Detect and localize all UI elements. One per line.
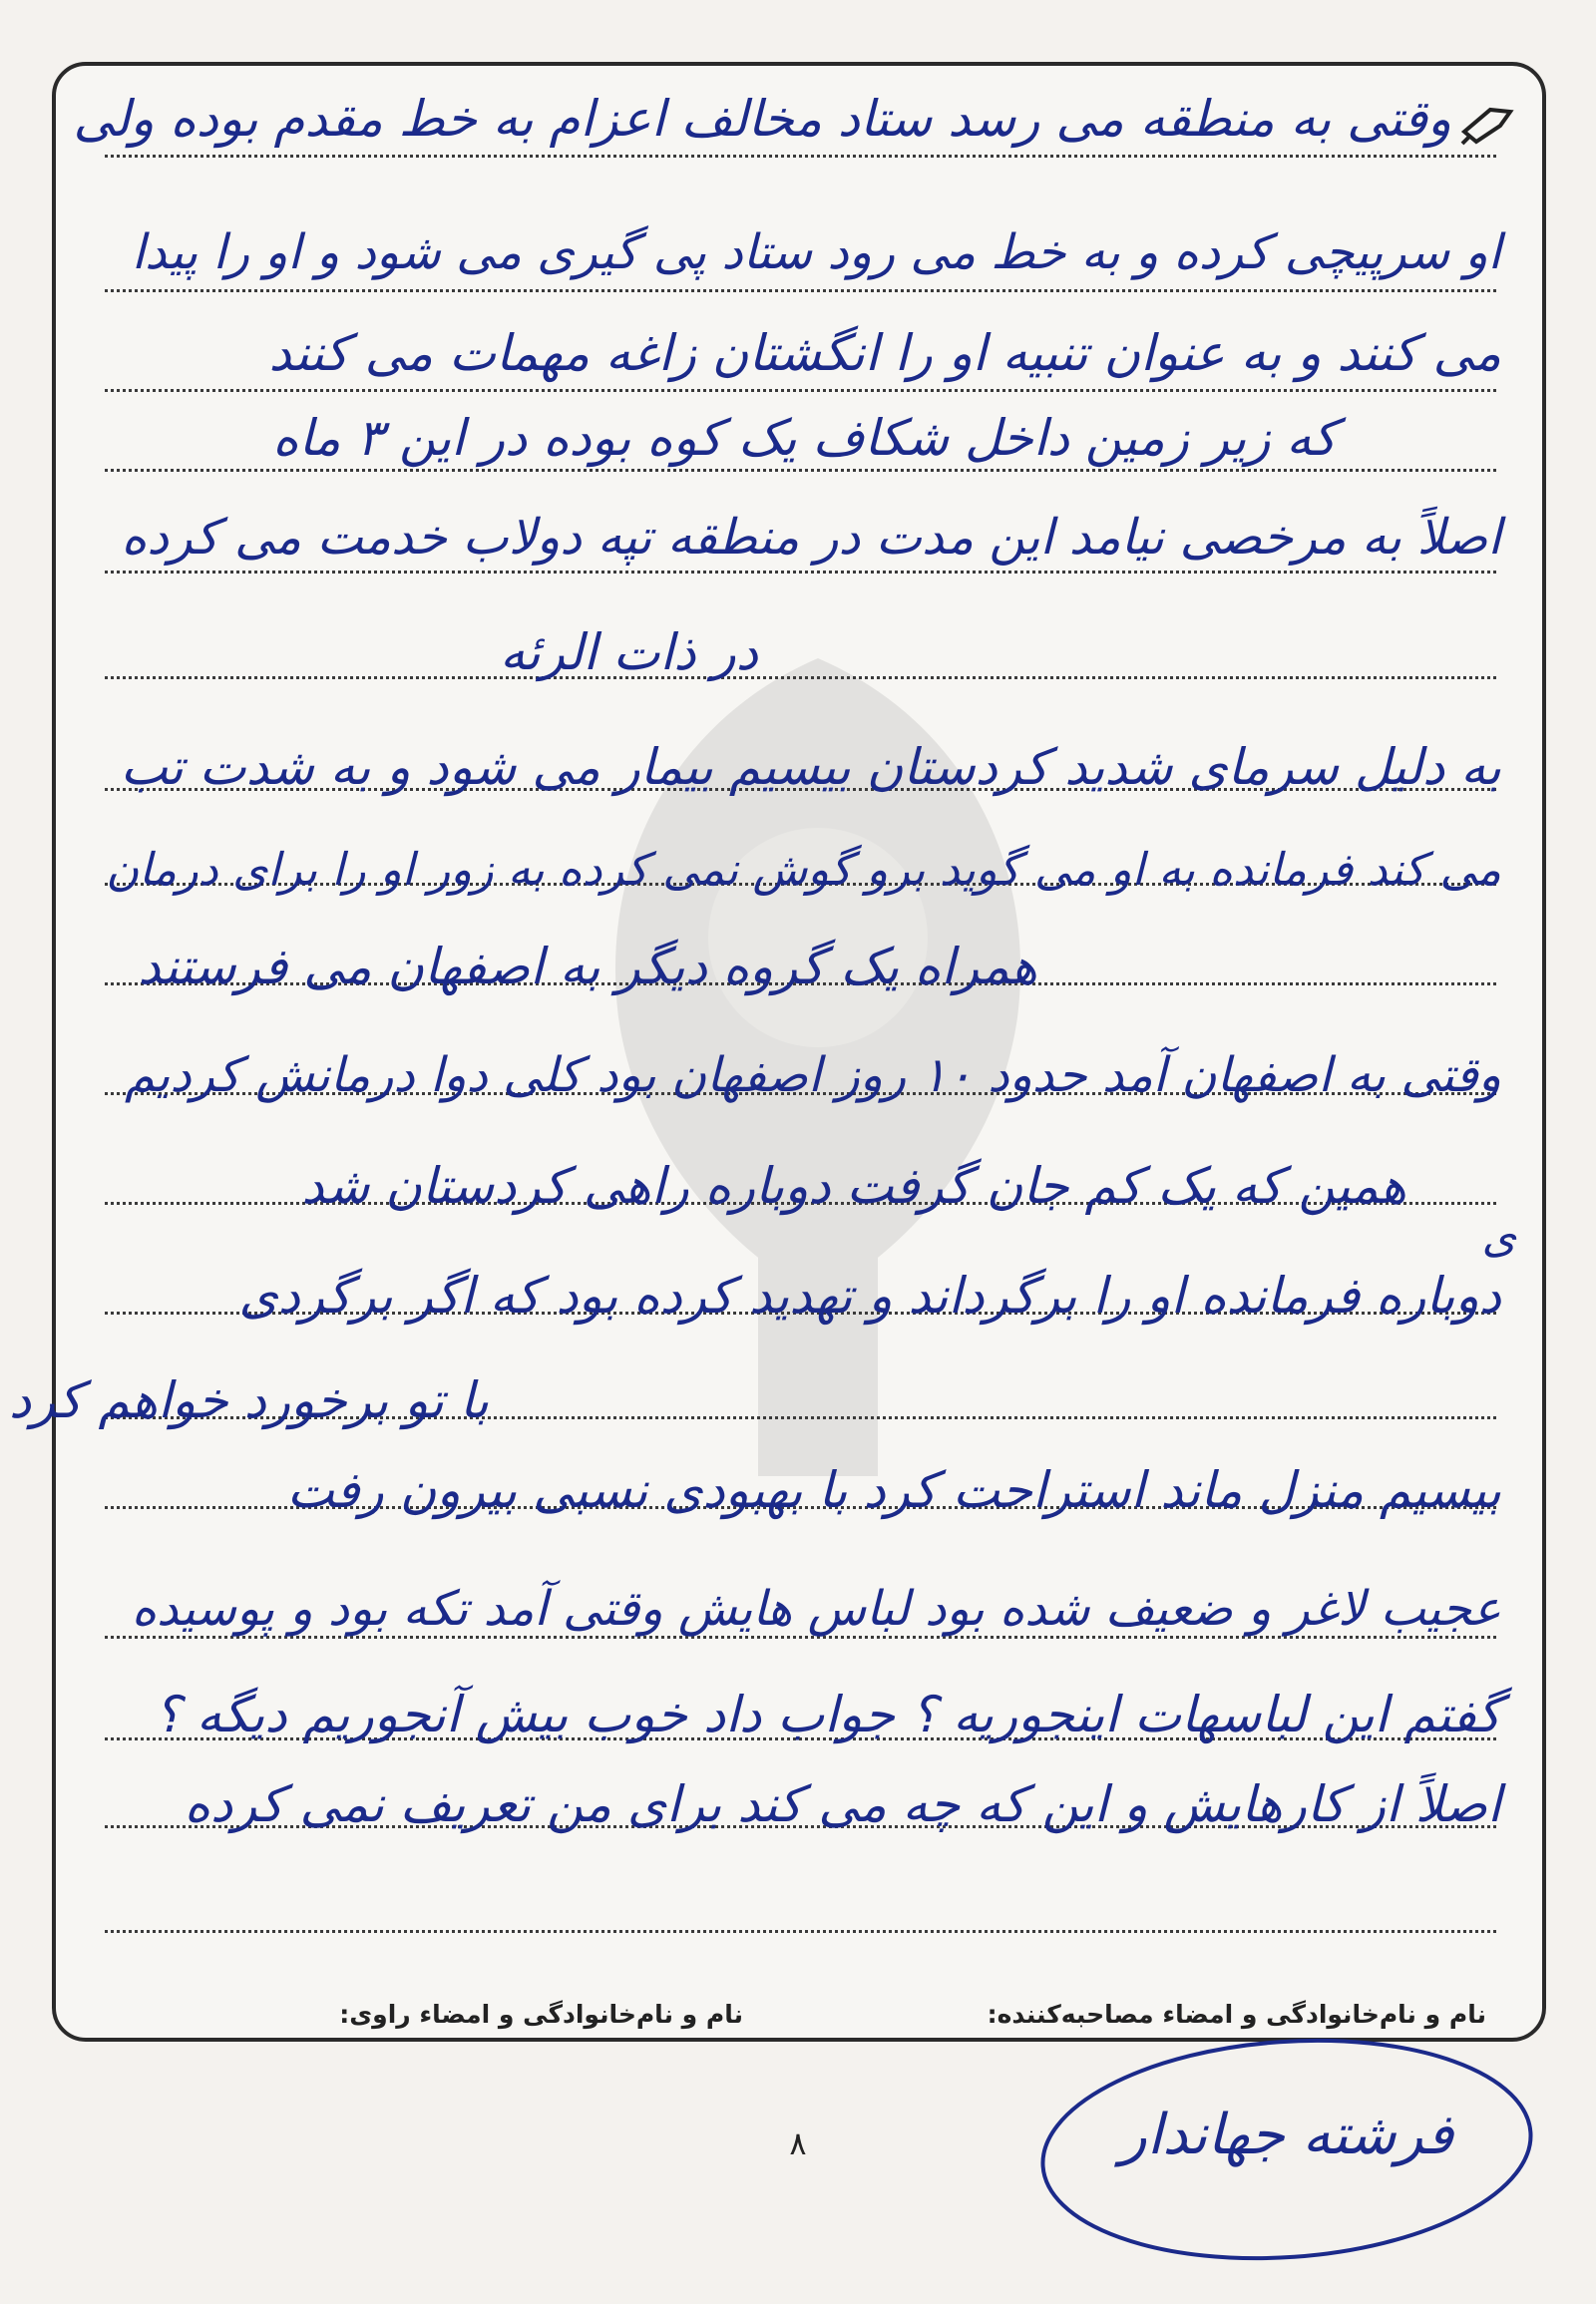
writing-line — [105, 289, 1496, 292]
writing-line — [105, 389, 1496, 392]
handwriting-line: می کند فرمانده به او می گوید برو گوش نمی کرده به زور او را برای درمان — [106, 843, 1501, 896]
handwriting-line: اصلاً از کارهایش و این که چه می کند برای من تعریف نمی کرده — [184, 1775, 1501, 1833]
handwriting-line: گفتم این لباسهات اینجوریه ؟ جواب داد خوب بیش آنجوریم دیگه ؟ — [154, 1686, 1501, 1743]
handwriting-line: وقتی به اصفهان آمد حدود ۱۰ روز اصفهان بود کلی دوا درمانش کردیم — [125, 1047, 1501, 1103]
writing-line — [105, 571, 1496, 574]
handwriting-line: در ذات الرئه — [500, 623, 758, 681]
handwriting-line: او سرپیچی کرده و به خط می رود ستاد پی گیری می شود و او را پیدا — [131, 224, 1501, 280]
handwriting-line: همین که یک کم جان گرفت دوباره راهی کردستان شد — [301, 1157, 1406, 1215]
narrator-signature-label: نام و نام‌خانوادگی و امضاء راوی: — [339, 2000, 743, 2029]
handwriting-line: عجیب لاغر و ضعیف شده بود لباس هایش وقتی آمد تکه بود و پوسیده — [131, 1581, 1501, 1637]
signature: فرشته جهاندار — [1119, 2103, 1454, 2167]
writing-line — [105, 469, 1496, 472]
writing-line — [105, 676, 1496, 679]
handwriting-line: اصلاً به مرخصی نیامد این مدت در منطقه تپه دولاب خدمت می کرده — [121, 509, 1501, 566]
writing-line — [105, 1930, 1496, 1933]
pen-hand-icon — [1460, 102, 1516, 146]
handwriting-line: همراه یک گروه دیگر به اصفهان می فرستند — [138, 938, 1037, 995]
page-number: ۸ — [789, 2124, 807, 2162]
handwriting-line: با تو برخورد خواهم کرد — [8, 1371, 489, 1429]
handwriting-line: به دلیل سرمای شدید کردستان بیسیم بیمار می شود و به شدت تب — [120, 738, 1501, 796]
interviewer-signature-label: نام و نام‌خانوادگی و امضاء مصاحبه‌کننده: — [987, 2000, 1486, 2029]
handwriting-line: دوباره فرمانده او را برگرداند و تهدید کرده بود که اگر برگردی — [238, 1267, 1501, 1325]
handwriting-line: بیسیم منزل ماند استراحت کرد با بهبودی نسبی بیرون رفت — [286, 1461, 1501, 1519]
handwriting-line: که زیر زمین داخل شکاف یک کوه بوده در این ۳ ماه — [272, 409, 1337, 467]
writing-line — [105, 155, 1496, 158]
handwriting-line: وقتی به منطقه می رسد ستاد مخالف اعزام به خط مقدم بوده ولی — [73, 90, 1451, 148]
handwriting-line: می کنند و به عنوان تنبیه او را انگشتان زاغه مهمات می کنند — [268, 324, 1501, 382]
margin-note: ی — [1481, 1212, 1516, 1263]
